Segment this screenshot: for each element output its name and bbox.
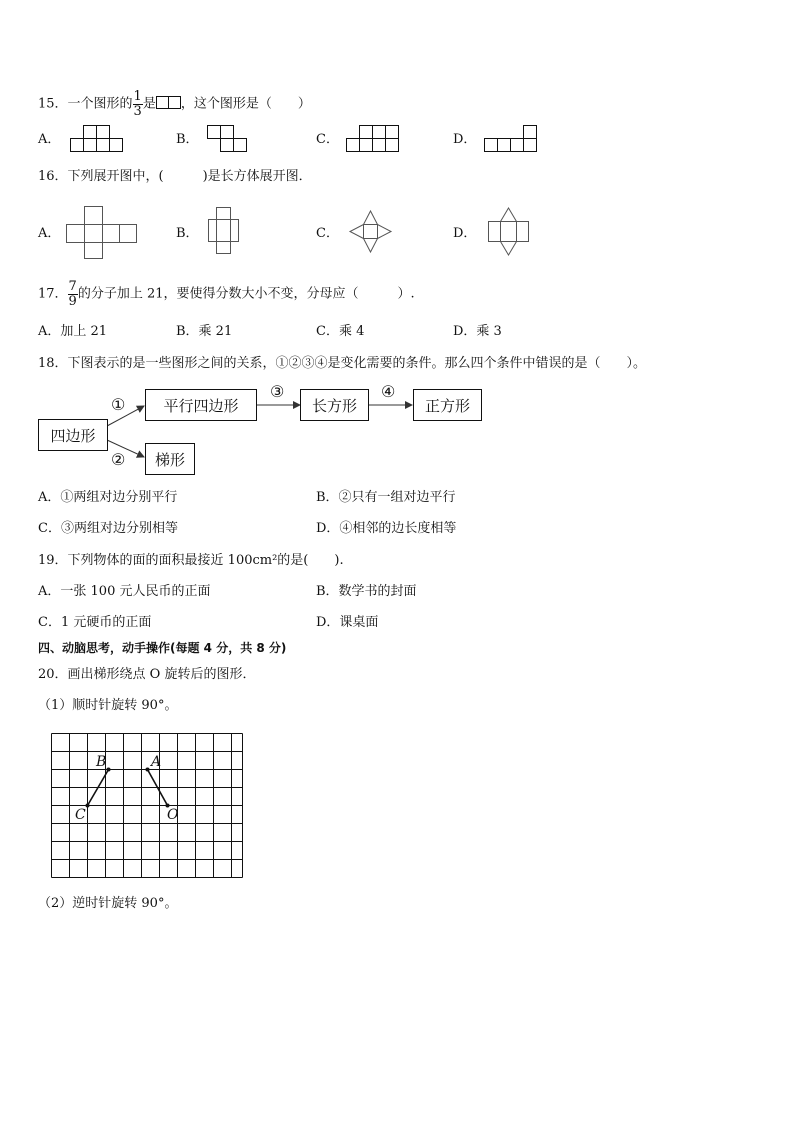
q18-stem: 18．下图表示的是一些图形之间的关系，①②③④是变化需要的条件。那么四个条件中错误的是（ ）。	[38, 356, 647, 371]
q18-condition-3: ③	[270, 382, 285, 401]
q20-part-2: （2）逆时针旋转 90°。	[38, 896, 178, 911]
q18-condition-4: ④	[381, 382, 396, 401]
q18-box-square: 正方形	[413, 389, 482, 421]
q20-label-o: O	[167, 807, 179, 823]
q15-fraction: $\frac{1}{3}$	[133, 89, 142, 119]
q19-stem: 19．下列物体的面的面积最接近 100cm²的是( ).	[38, 553, 344, 568]
q17-option-c[interactable]: C．乘 4	[316, 324, 365, 339]
q16-stem: 16．下列展开图中，( )是长方体展开图．	[38, 169, 312, 184]
q18-option-b[interactable]: B．②只有一组对边平行	[316, 490, 456, 505]
q16-option-d[interactable]: D．	[453, 226, 477, 241]
q20-stem: 20．画出梯形绕点 O 旋转后的图形．	[38, 667, 256, 682]
q15-stem: 15．一个图形的 $\frac{1}{3}$ 是 ，这个图形是（ ）	[38, 89, 311, 119]
q18-diagram-arrows	[0, 0, 794, 500]
q18-box-quadrilateral: 四边形	[38, 419, 108, 451]
q20-grid	[51, 733, 245, 879]
q19-option-c[interactable]: C．1 元硬币的正面	[38, 615, 152, 630]
q17-option-a[interactable]: A．加上 21	[38, 324, 108, 339]
q17-stem: 17． $\frac{7}{9}$ 的分子加上 21，要使得分数大小不变，分母应（ ）.	[38, 279, 415, 309]
q20-label-b: B	[96, 754, 107, 770]
q18-option-d[interactable]: D．④相邻的边长度相等	[316, 521, 457, 536]
q17-option-d[interactable]: D．乘 3	[453, 324, 502, 339]
q18-option-a[interactable]: A．①两组对边分别平行	[38, 490, 178, 505]
q19-option-d[interactable]: D．课桌面	[316, 615, 379, 630]
q15-option-d[interactable]: D．	[453, 132, 477, 147]
q15-option-b[interactable]: B．	[176, 132, 199, 147]
q16-option-a[interactable]: A．	[38, 226, 61, 241]
q18-condition-2: ②	[111, 450, 126, 469]
q16-option-b[interactable]: B．	[176, 226, 199, 241]
q15-option-a[interactable]: A．	[38, 132, 61, 147]
q15-option-c[interactable]: C．	[316, 132, 339, 147]
q18-box-parallelogram: 平行四边形	[145, 389, 257, 421]
q20-label-a: A	[151, 754, 162, 770]
q18-option-c[interactable]: C．③两组对边分别相等	[38, 521, 178, 536]
q20-part-1: （1）顺时针旋转 90°。	[38, 698, 178, 713]
q19-option-a[interactable]: A．一张 100 元人民币的正面	[38, 584, 211, 599]
q17-option-b[interactable]: B．乘 21	[176, 324, 233, 339]
q19-option-b[interactable]: B．数学书的封面	[316, 584, 417, 599]
q17-fraction: $\frac{7}{9}$	[68, 279, 77, 309]
q18-box-trapezoid: 梯形	[145, 443, 195, 475]
section-4-title: 四、动脑思考，动手操作(每题 4 分，共 8 分)	[38, 641, 287, 655]
q16-option-c[interactable]: C．	[316, 226, 339, 241]
q18-condition-1: ①	[111, 395, 126, 414]
q18-box-rectangle: 长方形	[300, 389, 369, 421]
q20-label-c: C	[75, 807, 86, 823]
